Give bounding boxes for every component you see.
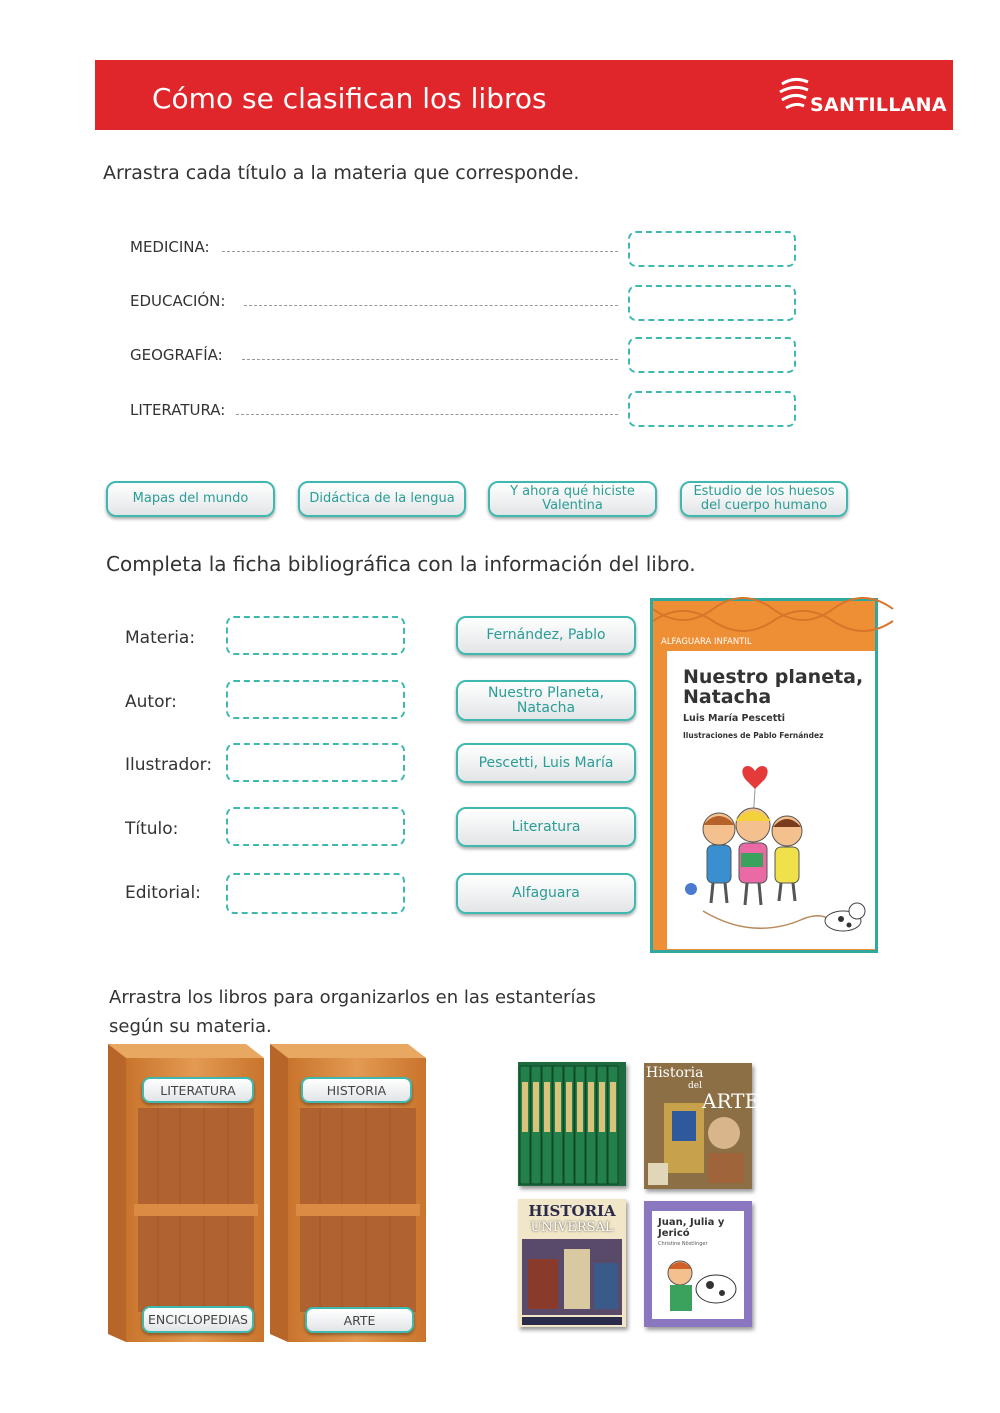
- book-cover-nuestro-planeta: [650, 598, 878, 953]
- art-book-title-2: del: [688, 1081, 702, 1091]
- chip-mapas-del-mundo[interactable]: Mapas del mundo: [106, 481, 275, 517]
- chip-alfaguara[interactable]: Alfaguara: [456, 873, 636, 914]
- cover-pattern-icon: [653, 601, 875, 635]
- shelf-label-enciclopedias[interactable]: ENCICLOPEDIAS: [142, 1306, 254, 1333]
- chip-literatura[interactable]: Literatura: [456, 807, 636, 847]
- art-book-title-1: Historia: [646, 1065, 704, 1081]
- cover-series: ALFAGUARA INFANTIL: [661, 637, 752, 647]
- universal-book-title-1: HISTORIA: [528, 1202, 616, 1220]
- dotted-line: [236, 414, 618, 415]
- cover-kids-illustration: [683, 751, 868, 946]
- chip-estudio-de-los-huesos[interactable]: Estudio de los huesos del cuerpo humano: [680, 481, 848, 517]
- kids-book-author: Christine Nöstlinger: [658, 1241, 708, 1247]
- shelf-label-arte[interactable]: ARTE: [305, 1307, 414, 1333]
- cover-illustrator: Ilustraciones de Pablo Fernández: [683, 731, 824, 740]
- chip-pescetti-luis-maria[interactable]: Pescetti, Luis María: [456, 743, 636, 783]
- chip-nuestro-planeta-natacha[interactable]: Nuestro Planeta, Natacha: [456, 680, 636, 721]
- instruction-subjects: Arrastra cada título a la materia que corresponde.: [103, 162, 580, 184]
- drop-zone-titulo[interactable]: [226, 807, 405, 846]
- dotted-line: [222, 251, 618, 252]
- drop-zone-educacion[interactable]: [628, 285, 796, 321]
- dotted-line: [242, 359, 618, 360]
- shelf-label-literatura[interactable]: LITERATURA: [142, 1077, 254, 1103]
- kids-book-title: Juan, Julia y Jericó: [658, 1217, 725, 1239]
- chip-y-ahora-que-hiciste-valentina[interactable]: Y ahora qué hiciste Valentina: [488, 481, 657, 517]
- art-book-title-3: ARTE: [702, 1089, 760, 1113]
- kids-book-illustration: [656, 1253, 742, 1315]
- book-historia-del-arte[interactable]: [644, 1063, 760, 1189]
- instruction-shelves: [109, 983, 596, 1041]
- drop-zone-ilustrador[interactable]: [226, 743, 405, 782]
- drop-zone-editorial[interactable]: [226, 873, 405, 914]
- drop-zone-geografia[interactable]: [628, 337, 796, 373]
- field-ilustrador-label: Ilustrador:: [125, 755, 213, 775]
- subject-geografia-label: GEOGRAFÍA:: [130, 346, 223, 364]
- subject-literatura-label: LITERATURA:: [130, 401, 226, 419]
- cover-title: Nuestro planeta, Natacha: [683, 666, 864, 708]
- universal-book-title-2: UNIVERSAL: [530, 1220, 614, 1235]
- drop-zone-autor[interactable]: [226, 680, 405, 719]
- book-encyclopedia-set[interactable]: [518, 1062, 626, 1186]
- instruction-ficha: Completa la ficha bibliográfica con la información del libro.: [106, 552, 696, 576]
- cover-author: Luis María Pescetti: [683, 713, 786, 724]
- book-historia-universal[interactable]: [518, 1199, 626, 1327]
- chip-fernandez-pablo[interactable]: Fernández, Pablo: [456, 616, 636, 655]
- field-autor-label: Autor:: [125, 692, 177, 712]
- field-materia-label: Materia:: [125, 628, 196, 648]
- chip-didactica-de-la-lengua[interactable]: Didáctica de la lengua: [298, 481, 466, 517]
- instruction-shelves-line1: Arrastra los libros para organizarlos en las estanterías: [109, 987, 596, 1008]
- page-title: Cómo se clasifican los libros: [152, 82, 547, 115]
- field-titulo-label: Título:: [125, 819, 179, 839]
- instruction-shelves-line2: según su materia.: [109, 1016, 272, 1037]
- santillana-logo-text: SANTILLANA: [810, 94, 947, 116]
- subject-medicina-label: MEDICINA:: [130, 238, 210, 256]
- drop-zone-medicina[interactable]: [628, 231, 796, 267]
- subject-educacion-label: EDUCACIÓN:: [130, 292, 226, 310]
- drop-zone-materia[interactable]: [226, 616, 405, 655]
- field-editorial-label: Editorial:: [125, 883, 201, 903]
- drop-zone-literatura[interactable]: [628, 391, 796, 427]
- encyclopedia-spines-icon: [518, 1062, 626, 1186]
- book-juan-julia-jerico[interactable]: [644, 1201, 752, 1327]
- dotted-line: [244, 305, 618, 306]
- shelf-label-historia[interactable]: HISTORIA: [301, 1077, 412, 1103]
- santillana-logo-icon: [776, 74, 812, 118]
